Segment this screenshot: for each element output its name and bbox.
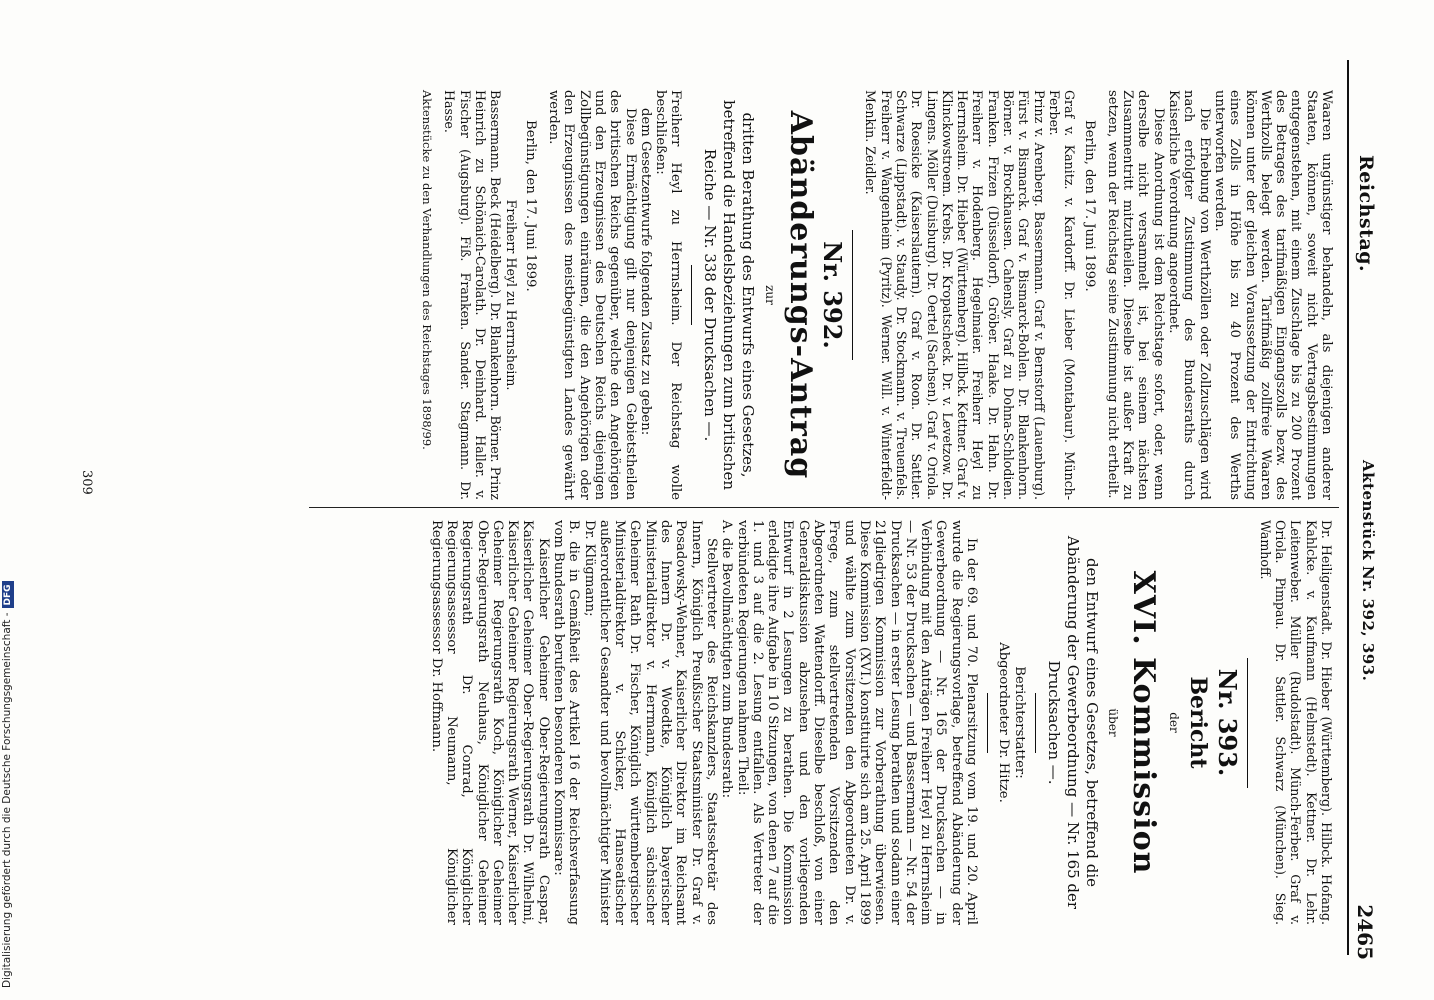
signers-2: Bassermann. Beck (Heidelberg). Dr. Blankenhorn. Börner. Prinz Heinrich zu Schönaich-Carolath. Dr. Deinhard. Haller. v. Fischer (Augsburg). Fiß. Franken. Sander. Stagmann. Dr. Hasse. xyxy=(442,90,504,500)
ueber-label: über xyxy=(1105,708,1120,737)
separator-rule-right xyxy=(1247,658,1248,788)
main-signer: Freiherr Heyl zu Herrnsheim. xyxy=(503,199,519,391)
dfg-logo: DFG xyxy=(2,581,14,608)
paragraph-3: Diese Anordnung ist dem Reichstage sofort, oder, wenn derselbe nicht versammelt ist, bei seinem nächsten Zusammentritt mitzutheilen. Dieselbe ist außer Kraft zu setzen, wenn der Reichstag seine Zustimmung nicht ertheilt. xyxy=(1104,90,1166,500)
short-rule-right-2 xyxy=(987,693,988,753)
kommission-title: XVI. Kommission xyxy=(1125,570,1161,875)
separator-rule xyxy=(852,230,853,360)
antrag-text: Diese Ermächtigung gilt nur denjenigen Gebietstheilen des britischen Reichs gegenüber, welche den Angehörigen und den Erzeugnissen des Deutschen Reichs diejenigen Zollbegünstigungen einräumen, die den Angehörigen oder den Erzeugnissen des meistbegünstigten Landes gewährt werden. xyxy=(546,90,638,500)
list-b-items: Kaiserlicher Geheimer Ober-Regierungsrath Caspar, Kaiserlicher Geheimer Ober-Regierungsrath Dr. Wilhelmi, Kaiserlicher Geheimer Regierungsrath Werner, Kaiserlicher Geheimer Regierungsrath Koch, Königlicher Geheimer Ober-Regierungsrath Neuhaus, Königlicher Geheimer Regierungsrath Dr. Conrad, Königlicher Regierungsassessor Neumann, Königlicher Regierungsassessor Dr. Hoffmann. xyxy=(428,520,551,925)
report-body: In der 69. und 70. Plenarsitzung vom 19. und 20. April wurde die Regierungsvorlage, betreffend Abänderung der Gewerbeordnung — Nr. 165 der Drucksachen — in Verbindung mit den Anträgen Freiherr Heyl zu Herrnsheim — Nr. 53 der Drucksachen — und Bassermann — Nr. 54 der Drucksachen — in erster Lesung berathen und sodann einer 21gliedrigen Kommission zur Vorberathung überwiesen. Diese Kommission (XVI.) konstituirte sich am 25. April 1899 und wählte zum Vorsitzenden den Abgeordneten Dr. v. Frege, zum stellvertretenden Vorsitzenden den Abgeordneten Wattendorff. Dieselbe beschloß, von einer Generaldiskussion abzusehen und den vorliegenden Entwurf in 2 Lesungen zu berathen. Die Kommission erledigte ihre Aufgabe in 10 Sitzungen, von denen 7 auf die 1. und 3 auf die 2. Lesung entfallen. Als Vertreter der verbündeten Regierungen nahmen Theil: xyxy=(734,520,980,925)
credit-text: Digitalisierung gefördert durch die Deutsche Forschungsgemeinschaft - xyxy=(1,612,13,988)
column-divider xyxy=(309,507,1339,508)
short-rule-right xyxy=(1035,693,1036,753)
date-line-2: Berlin, den 17. Juni 1899. xyxy=(522,120,538,292)
left-column xyxy=(419,90,1334,500)
abgeordneter-name: Abgeordneter Dr. Hitze. xyxy=(996,642,1012,803)
der-label: der xyxy=(1167,712,1182,733)
header-middle: Aktenstück Nr. 392, 393. xyxy=(1359,460,1377,682)
berichterstatter-label: Berichterstatter: xyxy=(1011,666,1027,779)
subtitle-392: dritten Berathung des Entwurfs eines Gesetzes, betreffend die Handelsbeziehungen zum britischen Reiche — Nr. 338 der Drucksachen —. xyxy=(701,99,758,490)
bottom-page-number: 309 xyxy=(79,470,94,495)
antrag-intro: Freiherr Heyl zu Herrnsheim. Der Reichstag wolle beschließen: xyxy=(653,90,684,500)
list-a-items: Stellvertreter des Reichskanzlers, Staatssekretär des Innern, Königlich Preußischer Staatsminister Dr. Graf v. Posadowsky-Wehner, Kaiserlicher Direktor im Reichsamt des Innern Dr. v. Woedtke, Königlich bayerischer Ministerialdirektor v. Herrmann, Königlich sächsischer Geheimer Rath Dr. Fischer, Königlich württembergischer Ministerialdirektor v. Schicker, Hanseatischer außerordentlicher Gesandter und bevollmächtigter Minister Dr. Klügmann; xyxy=(581,520,719,925)
zur-label: zur xyxy=(762,285,777,305)
header-page-number: 2465 xyxy=(1353,904,1377,960)
signers-1b: Prinz v. Arenberg. Bassermann. Graf v. Bernstorff (Lauenburg). Fürst v. Bismarck. Graf v. Bismarck-Bohlen. Dr. Blankenhorn. Börner. v. Brockhausen. Cahensly. Graf zu Dohna-Schlodien. Franken. Frizen (Düsseldorf). Gröber. Haake. Dr. Hahn. Dr. Freiherr v. Hodenberg. Hegelmaier. Freiherr Heyl zu Herrnsheim. Dr. Hieber (Württemberg). Hilbck. Kettner. Graf v. Klinckowstroem. Krebs. Dr. Kropatscheck. Dr. v. Levetzow. Dr. Lingens. Möller (Duisburg). Dr. Oertel (Sachsen). Graf v. Oriola. Dr. Roesicke (Kaiserslautern). Graf v. Roon. Dr. Sattler. Schwarze (Lippstadt). v. Staudy. Dr. Stockmann. v. Treuenfels. Freiherr v. Wangenheim (Pyritz). Werner. Will. v. Winterfeldt-Menkin. Zeidler. xyxy=(863,90,1047,500)
digitization-credit xyxy=(1,581,14,988)
bericht-title: Bericht xyxy=(1185,676,1212,769)
title-392: Abänderungs-Antrag xyxy=(782,110,818,480)
heading-nr-393: Nr. 393. xyxy=(1212,668,1242,777)
list-a-heading: A. die Bevollmächtigten zum Bundesrath: xyxy=(719,520,735,799)
footer-note: Aktenstücke zu den Verhandlungen des Reichstages 1898/99. xyxy=(420,90,435,450)
header-left: Reichstag. xyxy=(1355,155,1377,273)
paragraph-2: Die Erhebung von Werthzöllen oder Zollzuschlägen wird nach erfolgter Zustimmung des Bundesraths durch Kaiserliche Verordnung angeordnet. xyxy=(1166,90,1212,500)
signers-1: Graf v. Kanitz. v. Kardorff. Dr. Lieber (Montabaur). Münch-Ferber. xyxy=(1046,90,1078,500)
date-line-1: Berlin, den 17. Juni 1899. xyxy=(1081,120,1097,292)
subtitle-393: den Entwurf eines Gesetzes, betreffend die Abänderung der Gewerbeordnung — Nr. 165 der Drucksachen —. xyxy=(1044,535,1101,910)
heading-nr-392: Nr. 392. xyxy=(818,241,848,349)
intro-paragraph: Waaren ungünstiger behandeln, als diejenigen anderer Staaten, können, soweit nicht Vertragsbestimmungen entgegenstehen, mit einem Zuschlage bis zu 200 Prozent des Betrages des tarifmäßigen Eingangszolls bezw. des Werthzolls belegt werden. Tarifmäßig zollfreie Waaren können unter der gleichen Voraussetzung der Entrichtung eines Zolls in Höhe bis zu 40 Prozent des Werths unterworfen werden. xyxy=(1211,90,1334,500)
antrag-line-2: dem Gesetzentwurfe folgenden Zusatz zu geben: xyxy=(637,108,653,436)
signers-continued: Dr. Heiligenstadt. Dr. Hieber (Württemberg). Hilbck. Hofang. Kahlcke. v. Kaufmann (Helmstedt). Kettner. Dr. Lehr. Leitenweber. Müller (Rudolstadt). Münch-Ferber. Graf v. Oriola. Pimpau. Dr. Sattler. Schwarz (München). Sieg. Wamhoff. xyxy=(1257,520,1334,925)
list-b-heading: B. die in Gemäßheit des Artikel 16 der Reichsverfassung vom Bundesrath berufenen besonderen Kommissare: xyxy=(551,520,582,925)
header-rule xyxy=(1347,60,1349,955)
right-column xyxy=(428,520,1334,925)
short-rule xyxy=(692,265,693,325)
